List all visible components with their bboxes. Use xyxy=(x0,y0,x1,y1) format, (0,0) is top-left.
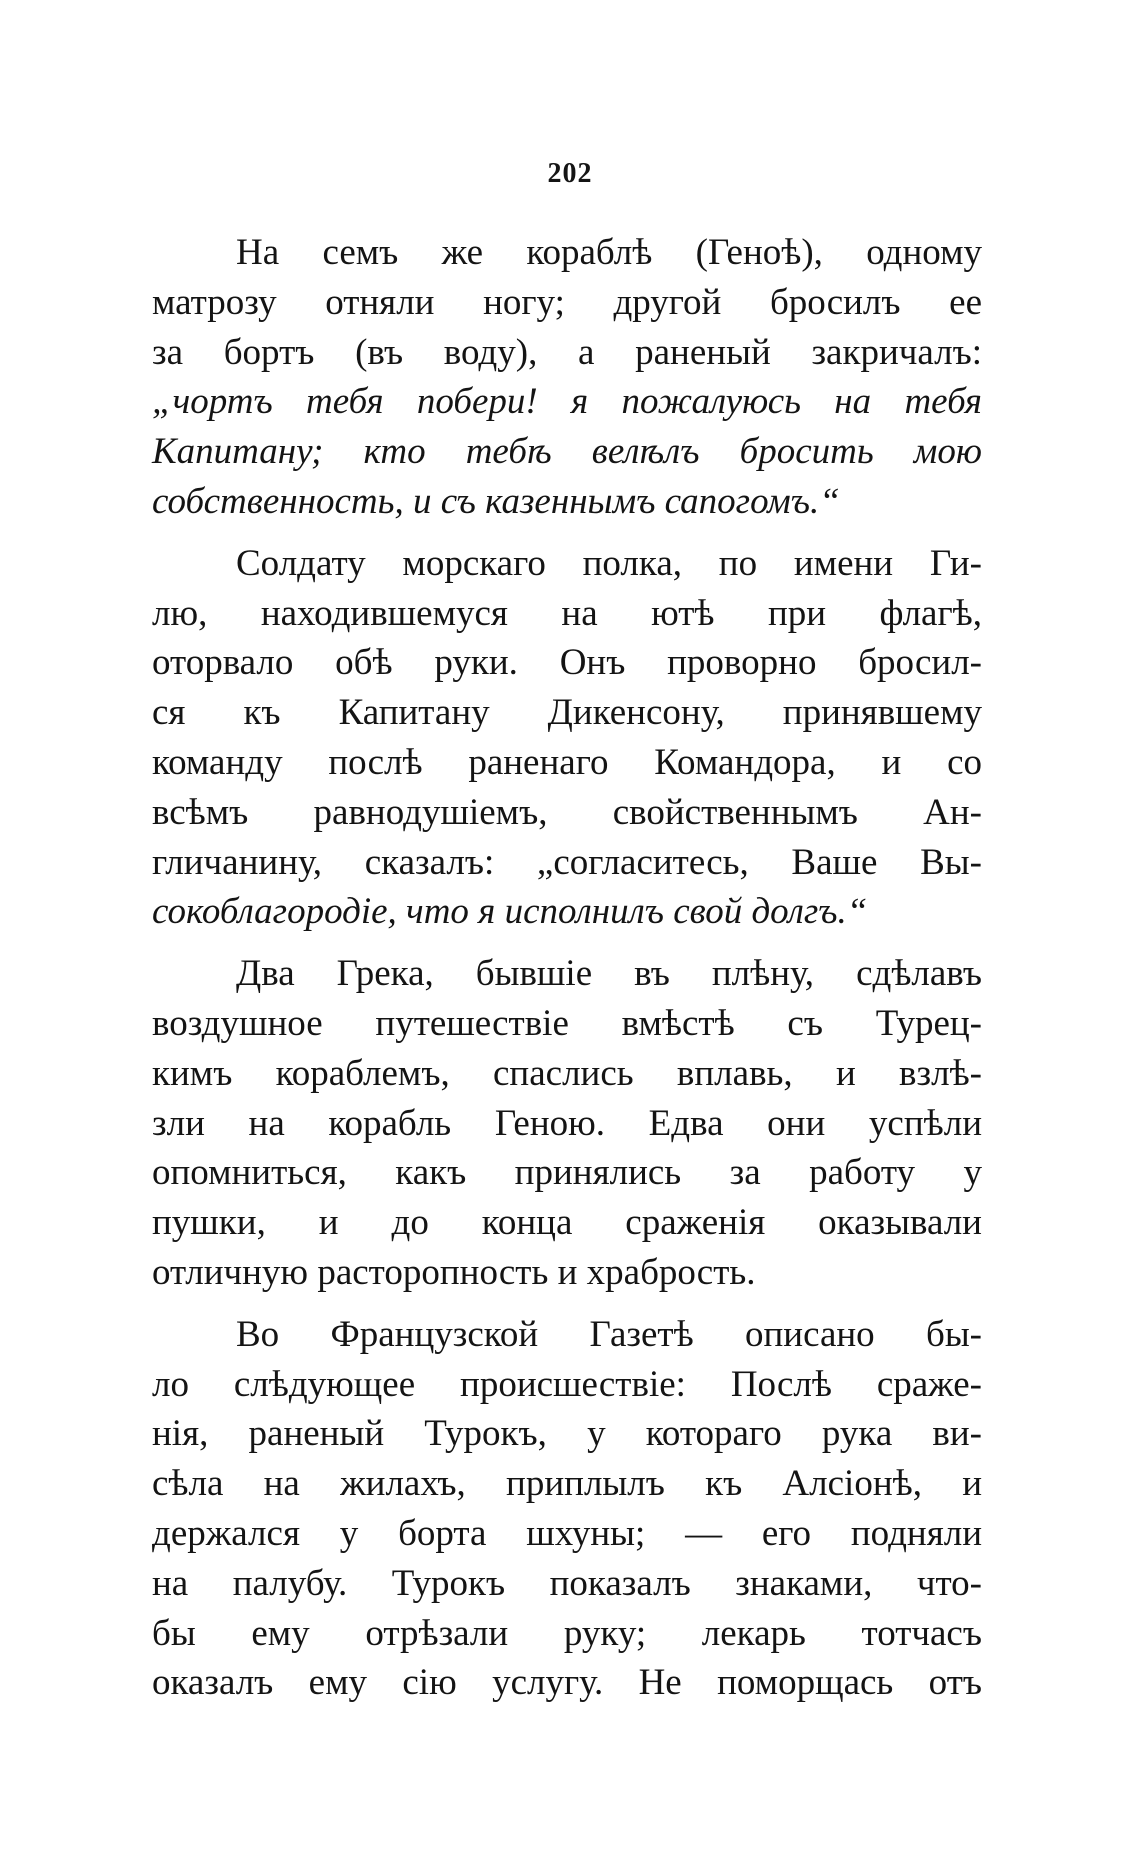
text-line: отличную расторопность и храбрость. xyxy=(152,1251,756,1293)
text-line: опомниться, какъ принялись за работу у xyxy=(152,1152,982,1194)
text-line: „чортъ тебя побери! я пожалуюсь на тебя xyxy=(152,381,982,423)
text-line: Солдату морскаго полка, по имени Ги- xyxy=(236,542,982,584)
text-line: держался у борта шхуны; — его подняли xyxy=(152,1512,982,1554)
text-line: воздушное путешествіе вмѣстѣ съ Турец- xyxy=(152,1002,982,1044)
text-line: кимъ кораблемъ, спаслись вплавь, и взлѣ- xyxy=(152,1052,982,1094)
page-number: 202 xyxy=(547,158,593,189)
text-line: сокоблагородіе, что я исполнилъ свой долгъ.“ xyxy=(152,891,868,933)
text-line: собственность, и съ казеннымъ сапогомъ.“ xyxy=(152,480,840,522)
text-line: всѣмъ равнодушіемъ, свойственнымъ Ан- xyxy=(152,791,982,833)
text-line: На семъ же кораблѣ (Геноѣ), одному xyxy=(236,232,982,273)
text-line: Во Французской Газетѣ описано бы- xyxy=(236,1313,982,1355)
text-line: гличанину, сказалъ: „согласитесь, Ваше Вы- xyxy=(152,841,982,883)
text-line: Капитану; кто тебѣ велѣлъ бросить мою xyxy=(152,431,982,473)
text-line: команду послѣ раненаго Командора, и со xyxy=(152,741,982,783)
text-line: за бортъ (въ воду), а раненый закричалъ: xyxy=(152,331,982,373)
text-body xyxy=(152,228,982,1708)
paragraph xyxy=(152,1310,982,1708)
text-line: оказалъ ему сію услугу. Не поморщась отъ xyxy=(152,1662,982,1704)
text-line: Два Грека, бывшіе въ плѣну, сдѣлавъ xyxy=(236,953,982,995)
text-line: нія, раненый Турокъ, у котораго рука ви- xyxy=(152,1413,982,1455)
text-line: оторвало обѣ руки. Онъ проворно бросил- xyxy=(152,642,982,684)
text-line: лю, находившемуся на ютѣ при флагѣ, xyxy=(152,592,982,634)
text-line: пушки, и до конца сраженія оказывали xyxy=(152,1202,982,1244)
text-line: сѣла на жилахъ, приплылъ къ Алсіонѣ, и xyxy=(152,1463,982,1505)
text-line: бы ему отрѣзали руку; лекарь тотчасъ xyxy=(152,1612,982,1654)
text-line: ся къ Капитану Дикенсону, принявшему xyxy=(152,692,982,734)
paragraph xyxy=(152,949,982,1298)
text-line: на палубу. Турокъ показалъ знаками, что- xyxy=(152,1562,982,1604)
paragraph xyxy=(152,539,982,937)
paragraph xyxy=(152,228,982,527)
text-line: ло слѣдующее происшествіе: Послѣ сраже- xyxy=(152,1363,982,1405)
text-line: матрозу отняли ногу; другой бросилъ ее xyxy=(152,281,982,323)
text-line: зли на корабль Геною. Едва они успѣли xyxy=(152,1102,982,1144)
